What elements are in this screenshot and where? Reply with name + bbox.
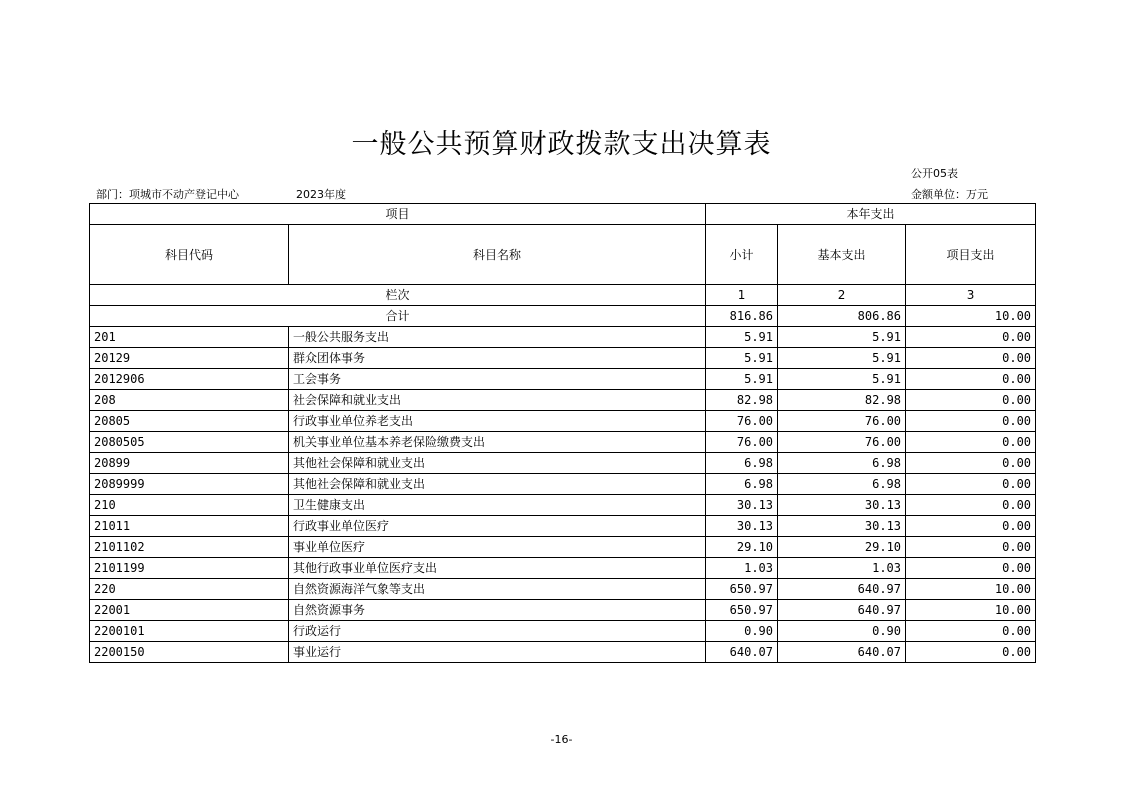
subject-code-cell: 20805 — [90, 411, 289, 432]
subtotal-cell: 0.90 — [706, 621, 778, 642]
project-cell: 10.00 — [906, 579, 1036, 600]
subject-name-cell: 其他社会保障和就业支出 — [289, 453, 706, 474]
subject-name-cell: 社会保障和就业支出 — [289, 390, 706, 411]
project-cell: 0.00 — [906, 642, 1036, 663]
subject-name-cell: 自然资源事务 — [289, 600, 706, 621]
header-basic: 基本支出 — [778, 225, 906, 285]
basic-cell: 640.07 — [778, 642, 906, 663]
subject-code-cell: 210 — [90, 495, 289, 516]
table-row — [90, 411, 1036, 432]
subject-code-cell: 208 — [90, 390, 289, 411]
header-project: 项目 — [90, 204, 706, 225]
table-row — [90, 516, 1036, 537]
basic-cell: 76.00 — [778, 411, 906, 432]
table-row — [90, 453, 1036, 474]
form-number: 公开05表 — [911, 167, 958, 180]
project-cell: 0.00 — [906, 558, 1036, 579]
header-project-expense: 项目支出 — [906, 225, 1036, 285]
basic-cell: 640.97 — [778, 600, 906, 621]
subtotal-cell: 5.91 — [706, 327, 778, 348]
table-row — [90, 537, 1036, 558]
basic-cell: 6.98 — [778, 474, 906, 495]
subtotal-cell: 5.91 — [706, 369, 778, 390]
subject-code-cell: 20899 — [90, 453, 289, 474]
table-row — [90, 558, 1036, 579]
basic-cell: 640.97 — [778, 579, 906, 600]
project-cell: 0.00 — [906, 432, 1036, 453]
column-order-row — [90, 285, 1036, 306]
subject-code-cell: 2012906 — [90, 369, 289, 390]
total-basic: 806.86 — [778, 306, 906, 327]
project-cell: 10.00 — [906, 600, 1036, 621]
basic-cell: 0.90 — [778, 621, 906, 642]
year-label: 2023年度 — [296, 188, 346, 201]
column-number: 2 — [778, 285, 906, 306]
subtotal-cell: 650.97 — [706, 600, 778, 621]
table-row — [90, 579, 1036, 600]
basic-cell: 1.03 — [778, 558, 906, 579]
subject-name-cell: 一般公共服务支出 — [289, 327, 706, 348]
table-row — [90, 369, 1036, 390]
project-cell: 0.00 — [906, 621, 1036, 642]
project-cell: 0.00 — [906, 369, 1036, 390]
table-row — [90, 642, 1036, 663]
header-row-1 — [90, 204, 1036, 225]
subtotal-cell: 1.03 — [706, 558, 778, 579]
total-project: 10.00 — [906, 306, 1036, 327]
column-number: 3 — [906, 285, 1036, 306]
header-subject-code: 科目代码 — [90, 225, 289, 285]
subject-name-cell: 行政事业单位养老支出 — [289, 411, 706, 432]
table-row — [90, 348, 1036, 369]
subject-code-cell: 22001 — [90, 600, 289, 621]
subtotal-cell: 29.10 — [706, 537, 778, 558]
table-row — [90, 432, 1036, 453]
table-row — [90, 327, 1036, 348]
basic-cell: 5.91 — [778, 369, 906, 390]
subject-code-cell: 2080505 — [90, 432, 289, 453]
basic-cell: 6.98 — [778, 453, 906, 474]
header-subject-name: 科目名称 — [289, 225, 706, 285]
subject-code-cell: 20129 — [90, 348, 289, 369]
page-title: 一般公共预算财政拨款支出决算表 — [351, 129, 772, 160]
column-order-label: 栏次 — [90, 285, 706, 306]
subject-name-cell: 事业运行 — [289, 642, 706, 663]
table-row — [90, 621, 1036, 642]
project-cell: 0.00 — [906, 537, 1036, 558]
project-cell: 0.00 — [906, 327, 1036, 348]
total-row — [90, 306, 1036, 327]
subtotal-cell: 30.13 — [706, 516, 778, 537]
subject-code-cell: 220 — [90, 579, 289, 600]
subtotal-cell: 6.98 — [706, 474, 778, 495]
expense-table — [89, 203, 1036, 663]
subtotal-cell: 6.98 — [706, 453, 778, 474]
subject-code-cell: 2101102 — [90, 537, 289, 558]
subject-name-cell: 卫生健康支出 — [289, 495, 706, 516]
basic-cell: 82.98 — [778, 390, 906, 411]
subject-code-cell: 2101199 — [90, 558, 289, 579]
subject-code-cell: 2089999 — [90, 474, 289, 495]
subject-code-cell: 21011 — [90, 516, 289, 537]
subject-name-cell: 群众团体事务 — [289, 348, 706, 369]
subtotal-cell: 76.00 — [706, 411, 778, 432]
subtotal-cell: 82.98 — [706, 390, 778, 411]
total-label: 合计 — [90, 306, 706, 327]
subject-name-cell: 其他行政事业单位医疗支出 — [289, 558, 706, 579]
subtotal-cell: 5.91 — [706, 348, 778, 369]
subject-code-cell: 2200101 — [90, 621, 289, 642]
subject-code-cell: 201 — [90, 327, 289, 348]
header-subtotal: 小计 — [706, 225, 778, 285]
project-cell: 0.00 — [906, 348, 1036, 369]
subject-name-cell: 行政事业单位医疗 — [289, 516, 706, 537]
subject-name-cell: 事业单位医疗 — [289, 537, 706, 558]
subject-name-cell: 行政运行 — [289, 621, 706, 642]
table-row — [90, 390, 1036, 411]
basic-cell: 30.13 — [778, 516, 906, 537]
project-cell: 0.00 — [906, 390, 1036, 411]
subtotal-cell: 650.97 — [706, 579, 778, 600]
page-number: -16- — [550, 733, 573, 746]
project-cell: 0.00 — [906, 474, 1036, 495]
column-number: 1 — [706, 285, 778, 306]
unit-label: 金额单位：万元 — [911, 188, 988, 201]
department-label: 部门：项城市不动产登记中心 — [96, 188, 239, 201]
basic-cell: 5.91 — [778, 348, 906, 369]
project-cell: 0.00 — [906, 411, 1036, 432]
table-row — [90, 495, 1036, 516]
basic-cell: 5.91 — [778, 327, 906, 348]
table-row — [90, 474, 1036, 495]
subject-name-cell: 其他社会保障和就业支出 — [289, 474, 706, 495]
subtotal-cell: 76.00 — [706, 432, 778, 453]
subject-name-cell: 机关事业单位基本养老保险缴费支出 — [289, 432, 706, 453]
subject-name-cell: 自然资源海洋气象等支出 — [289, 579, 706, 600]
basic-cell: 30.13 — [778, 495, 906, 516]
subtotal-cell: 30.13 — [706, 495, 778, 516]
table-row — [90, 600, 1036, 621]
header-row-2 — [90, 225, 1036, 285]
basic-cell: 76.00 — [778, 432, 906, 453]
basic-cell: 29.10 — [778, 537, 906, 558]
subtotal-cell: 640.07 — [706, 642, 778, 663]
project-cell: 0.00 — [906, 453, 1036, 474]
subject-code-cell: 2200150 — [90, 642, 289, 663]
project-cell: 0.00 — [906, 516, 1036, 537]
header-current-year-expense: 本年支出 — [706, 204, 1036, 225]
total-subtotal: 816.86 — [706, 306, 778, 327]
project-cell: 0.00 — [906, 495, 1036, 516]
subject-name-cell: 工会事务 — [289, 369, 706, 390]
